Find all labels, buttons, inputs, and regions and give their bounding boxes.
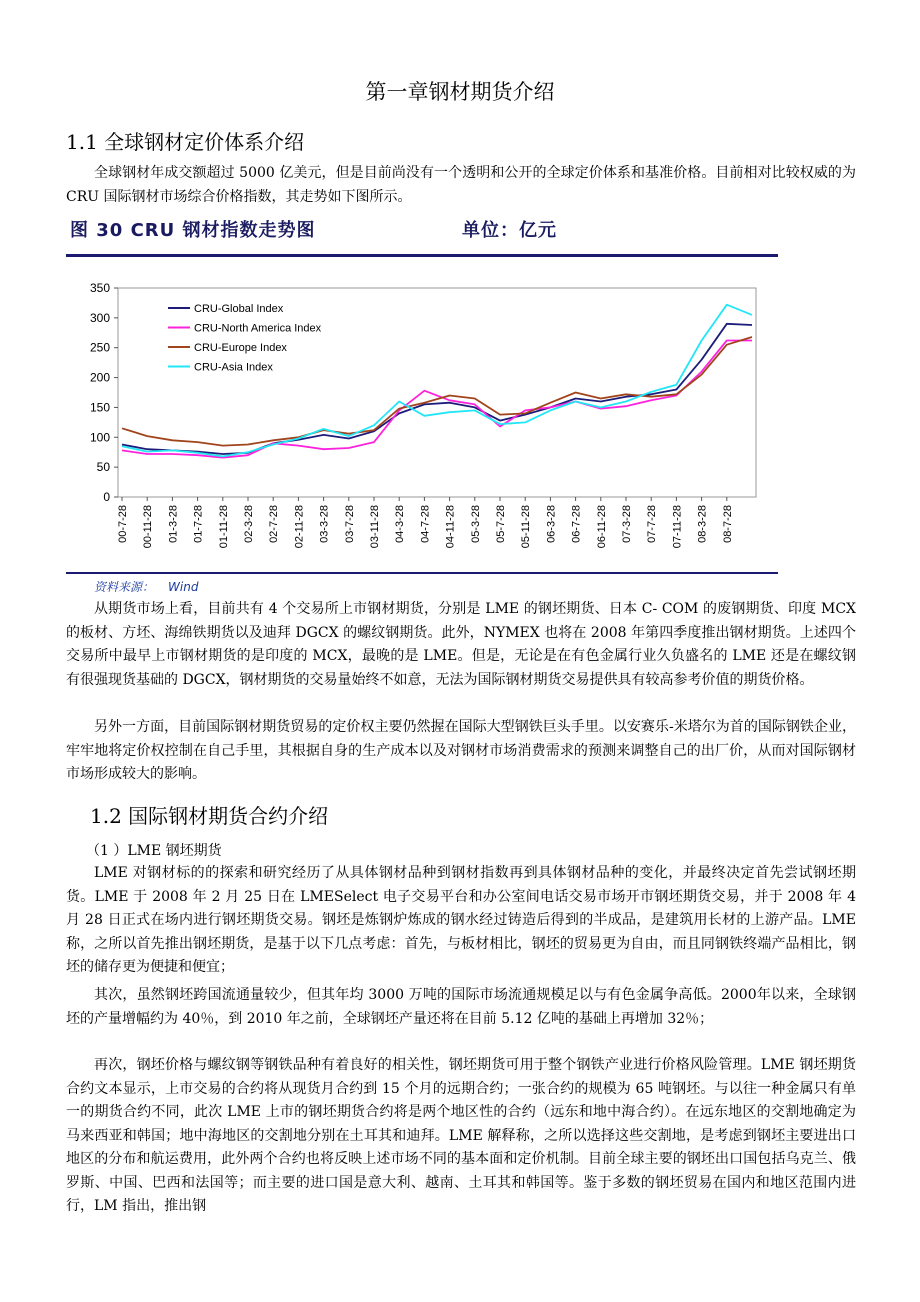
pricing-power-paragraph: 另外一方面，目前国际钢材期货贸易的定价权主要仍然握在国际大型钢铁巨头手里。以安赛乐-米塔尔为首的国际钢铁企业，牢牢地将定价权控制在自己手里，其根据自身的生产成本以及对钢材市场消费需求的预测来调整自己的出厂价，从而对国际钢材市场形成较大的影响。: [66, 719, 856, 782]
x-tick-label: 08-3-28: [696, 505, 709, 543]
legend-label-1: CRU-Global Index: [194, 303, 284, 315]
figure-source: [94, 578, 198, 595]
figure-bottom-rule: [66, 572, 778, 574]
y-tick-label: 0: [103, 490, 110, 504]
x-tick-label: 07-7-28: [646, 505, 659, 543]
x-tick-label: 03-3-28: [318, 505, 331, 543]
x-tick-label: 00-7-28: [117, 505, 129, 543]
y-tick-label: 100: [89, 430, 110, 445]
x-tick-label: 07-3-28: [621, 505, 633, 543]
x-tick-label: 04-3-28: [394, 505, 407, 543]
y-tick-label: 200: [89, 370, 110, 385]
source-value: Wind: [168, 580, 199, 594]
x-tick-label: 01-3-28: [167, 505, 180, 543]
x-tick-label: 02-7-28: [268, 505, 281, 543]
x-tick-label: 07-11-28: [671, 505, 684, 549]
lme-billet-paragraph-3: 再次，钢坯价格与螺纹钢等钢铁品种有着良好的相关性，钢坯期货可用于整个钢铁产业进行价格风险管理。LME 钢坯期货合约文本显示，上市交易的合约将从现货月合约到 15 个月的远期合约；一张合约的规模为 65 吨钢坯。与以往一种金属只有单一的期货合约不同，此次 LME 上市的钢坯期货合约将是两个地区性的合约（远东和地中海合约）。在远东地区的交割地确定为马来西亚和韩国；地中海地区的交割地分别在土耳其和迪拜。LME 解释称，之所以选择这些交割地，是考虑到钢坯主要进出口地区的分布和航运费用，此外两个合约也将反映上述市场不同的基本面和定价机制。目前全球主要的钢坯出口国包括乌克兰、俄罗斯、中国、巴西和法国等；而主要的进口国是意大利、越南、土耳其和韩国等。鉴于多数的钢坯贸易在国内和地区范围内进行，LM 指出，推出钢: [66, 1057, 856, 1214]
x-tick-label: 03-11-28: [369, 505, 381, 549]
legend-label-3: CRU-Europe Index: [194, 342, 287, 354]
x-tick-label: 06-3-28: [545, 505, 558, 543]
x-tick-label: 06-7-28: [570, 505, 583, 543]
chart-legend: [168, 303, 322, 374]
x-tick-label: 05-11-28: [520, 505, 533, 549]
x-tick-label: 03-7-28: [343, 505, 356, 543]
x-tick-label: 00-11-28: [142, 505, 155, 549]
x-tick-label: 04-7-28: [419, 505, 432, 543]
section-1-2-title: 1.2 国际钢材期货合约介绍: [90, 804, 329, 828]
x-tick-label: 05-7-28: [495, 505, 507, 543]
y-tick-label: 300: [89, 310, 110, 325]
x-tick-label: 08-7-28: [721, 505, 734, 543]
x-tick-label: 01-7-28: [192, 505, 205, 543]
intro-paragraph: 全球钢材年成交额超过 5000 亿美元，但是目前尚没有一个透明和公开的全球定价体系和基准价格。目前相对比较权威的为 CRU 国际钢材市场综合价格指数，其走势如下图所示。: [66, 165, 856, 205]
section-1-1-title: 1.1 全球钢材定价体系介绍: [66, 130, 305, 154]
futures-market-paragraph: 从期货市场上看，目前共有 4 个交易所上市钢材期货，分别是 LME 的钢坯期货、日本 C- COM 的废钢期货、印度 MCX 的板材、方坯、海绵铁期货以及迪拜 DGCX 的螺纹钢期货。此外，NYMEX 也将在 2008 年第四季度推出钢材期货。上述四个交易所中最早上市钢材期货的是印度的 MCX，最晚的是 LME。但是，无论是在有色金属行业久负盛名的 LME 还是在螺纹钢有很强现货基础的 DGCX，钢材期货的交易量始终不如意，无法为国际钢材期货交易提供具有较高参考价值的期货价格。: [66, 601, 856, 688]
cru-steel-index-chart: [66, 258, 778, 570]
chapter-title: 第一章钢材期货介绍: [365, 80, 555, 104]
x-tick-label: 02-11-28: [293, 505, 306, 549]
y-tick-label: 150: [89, 400, 110, 415]
y-tick-label: 350: [89, 281, 110, 295]
figure-title: 图 30 CRU 钢材指数走势图: [70, 220, 316, 241]
legend-label-4: CRU-Asia Index: [194, 361, 273, 374]
y-tick-label: 50: [96, 460, 110, 475]
x-tick-label: 01-11-28: [217, 505, 230, 549]
lme-billet-paragraph-2: 其次，虽然钢坯跨国流通量较少，但其年均 3000 万吨的国际市场流通规模足以与有色金属争高低。2000年以来，全球钢坯的产量增幅约为 40％，到 2010 年之前，全球钢坯产量还将在目前 5.12 亿吨的基础上再增加 32％；: [66, 987, 856, 1027]
lme-billet-paragraph-1: LME 对钢材标的的探索和研究经历了从具体钢材品种到钢材指数再到具体钢材品种的变化，并最终决定首先尝试钢坯期货。LME 于 2008 年 2 月 25 日在 LMESelect 电子交易平台和办公室间电话交易市场开市钢坯期货交易，并于 2008 年 4 月 28 日正式在场内进行钢坯期货交易。钢坯是炼钢炉炼成的钢水经过铸造后得到的半成品，是建筑用长材的上游产品。LME 称，之所以首先推出钢坯期货，是基于以下几点考虑：首先，与板材相比，钢坯的贸易更为自由，而且同钢铁终端产品相比，钢坯的储存更为便捷和便宜；: [66, 865, 856, 975]
x-tick-label: 06-11-28: [595, 505, 608, 549]
figure-top-rule: [66, 254, 778, 257]
x-tick-label: 04-11-28: [444, 505, 457, 549]
legend-label-2: CRU-North America Index: [194, 322, 322, 335]
source-label: 资料来源：: [94, 580, 155, 594]
y-tick-label: 250: [89, 340, 110, 355]
x-tick-label: 02-3-28: [243, 505, 255, 543]
subsection-lme-billet: （1 ）LME 钢坯期货: [86, 843, 222, 859]
x-tick-label: 05-3-28: [469, 505, 482, 543]
figure-unit: 单位：亿元: [462, 220, 557, 241]
